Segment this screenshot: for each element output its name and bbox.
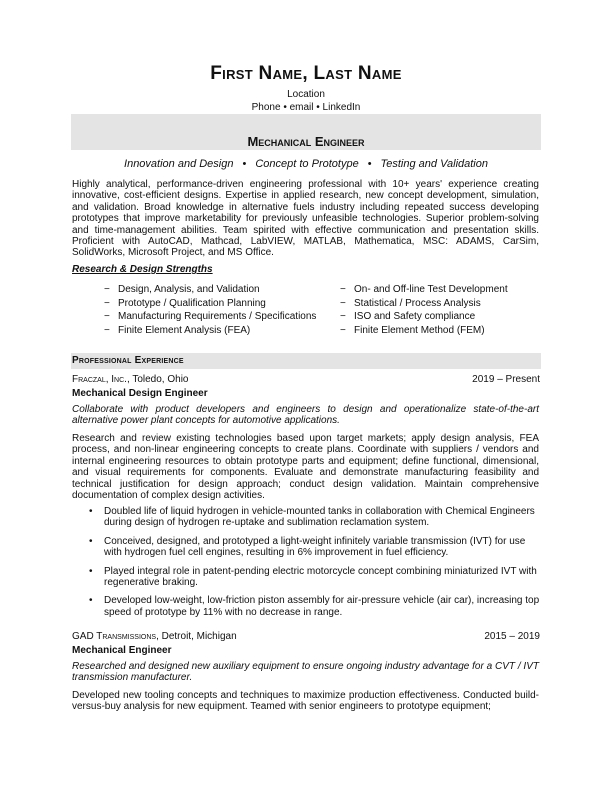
strength-item: − Statistical / Process Analysis bbox=[340, 297, 508, 311]
professional-summary: Highly analytical, performance-driven engineering professional with 10+ years' experience creating innovative, cost-efficient designs. Expertise in applied research, new concept development, simulation, and validation. Broad knowledge in alternative fuels industry including repeated success developing prototypes that improve marketability for previously unfeasible technologies. Superior problem-solving and time-management abilities. Team spirited with effective communication and presentation skills. Proficient with AutoCAD, Mathcad, LabVIEW, MATLAB, Mathematica, MSC: ADAMS, CarSim, SolidWorks, Microsoft Project, and MS Office. bbox=[72, 179, 539, 259]
achievement-item: • Doubled life of liquid hydrogen in vehicle-mounted tanks in collaboration with Chemical Engineers during design of hydrogen re-uptake and sublimation reclamation system. bbox=[72, 506, 540, 529]
job2-dates: 2015 – 2019 bbox=[484, 631, 540, 642]
achievement-item: • Developed low-weight, low-friction piston assembly for air-pressure vehicle (air car), increasing top speed of prototype by 11% with no decrease in range. bbox=[72, 595, 540, 618]
strength-item: − Prototype / Qualification Planning bbox=[104, 297, 316, 311]
tagline-item: Concept to Prototype bbox=[255, 158, 359, 170]
achievement-item: • Played integral role in patent-pending electric motorcycle concept combining miniaturized IVT with regenerative braking. bbox=[72, 566, 540, 589]
job2-company: GAD Transmissions bbox=[72, 631, 157, 642]
strengths-right-column bbox=[340, 283, 508, 337]
job1-header bbox=[72, 374, 540, 385]
strength-item: − Finite Element Analysis (FEA) bbox=[104, 324, 316, 338]
job1-summary: Collaborate with product developers and engineers to design and operationalize state-of-the-art alternative power plant concepts for automotive applications. bbox=[72, 404, 539, 427]
candidate-contact: Phone • email • LinkedIn bbox=[251, 102, 361, 113]
tagline-item: Innovation and Design bbox=[124, 158, 234, 170]
job1-location: , Toledo, Ohio bbox=[126, 374, 189, 385]
strength-item: − ISO and Safety compliance bbox=[340, 310, 508, 324]
strengths-heading: Research & Design Strengths bbox=[72, 264, 213, 275]
experience-heading: Professional Experience bbox=[72, 355, 184, 366]
job1-description: Research and review existing technologies based upon target markets; apply design analysis, FEA process, and non-linear engineering concepts to create plans. Coordinate with suppliers / vendors and internal engineering resources to obtain prototype parts and equipment; define functional, dimensional, and visual requirements for components. Evaluate and demonstrate manufacturing feasibility and technical justification for design approach; conduct design validation. Maintain comprehensive documentation of complex design activities. bbox=[72, 433, 539, 502]
candidate-location: Location bbox=[287, 89, 325, 100]
strength-item: − Finite Element Method (FEM) bbox=[340, 324, 508, 338]
tagline-separator: • bbox=[242, 158, 247, 170]
tagline bbox=[0, 158, 612, 170]
candidate-name: First Name, Last Name bbox=[210, 63, 402, 84]
strength-item: − On- and Off-line Test Development bbox=[340, 283, 508, 297]
job2-summary: Researched and designed new auxiliary equipment to ensure ongoing industry advantage for a CVT / IVT transmission manufacturer. bbox=[72, 661, 539, 684]
strength-item: − Design, Analysis, and Validation bbox=[104, 283, 316, 297]
job2-header bbox=[72, 631, 540, 642]
strengths-left-column bbox=[104, 283, 316, 337]
achievement-item: • Conceived, designed, and prototyped a light-weight infinitely variable transmission (IVT) for use with hydrogen fuel cell engines, resulting in 6% improvement in fuel efficiency. bbox=[72, 536, 540, 559]
job1-role: Mechanical Design Engineer bbox=[72, 388, 208, 399]
job2-description: Developed new tooling concepts and techniques to maximize production effectiveness. Conducted build-versus-buy analysis for new equipment. Teamed with senior engineers to prototype equipment; bbox=[72, 690, 539, 713]
resume-title: Mechanical Engineer bbox=[247, 134, 365, 149]
job1-company: Fraczal, Inc. bbox=[72, 374, 127, 385]
tagline-separator: • bbox=[367, 158, 372, 170]
strength-item: − Manufacturing Requirements / Specifications bbox=[104, 310, 316, 324]
job1-dates: 2019 – Present bbox=[472, 374, 540, 385]
job2-role: Mechanical Engineer bbox=[72, 645, 172, 656]
job2-location: , Detroit, Michigan bbox=[156, 631, 237, 642]
tagline-item: Testing and Validation bbox=[380, 158, 488, 170]
job1-achievements bbox=[72, 506, 540, 625]
